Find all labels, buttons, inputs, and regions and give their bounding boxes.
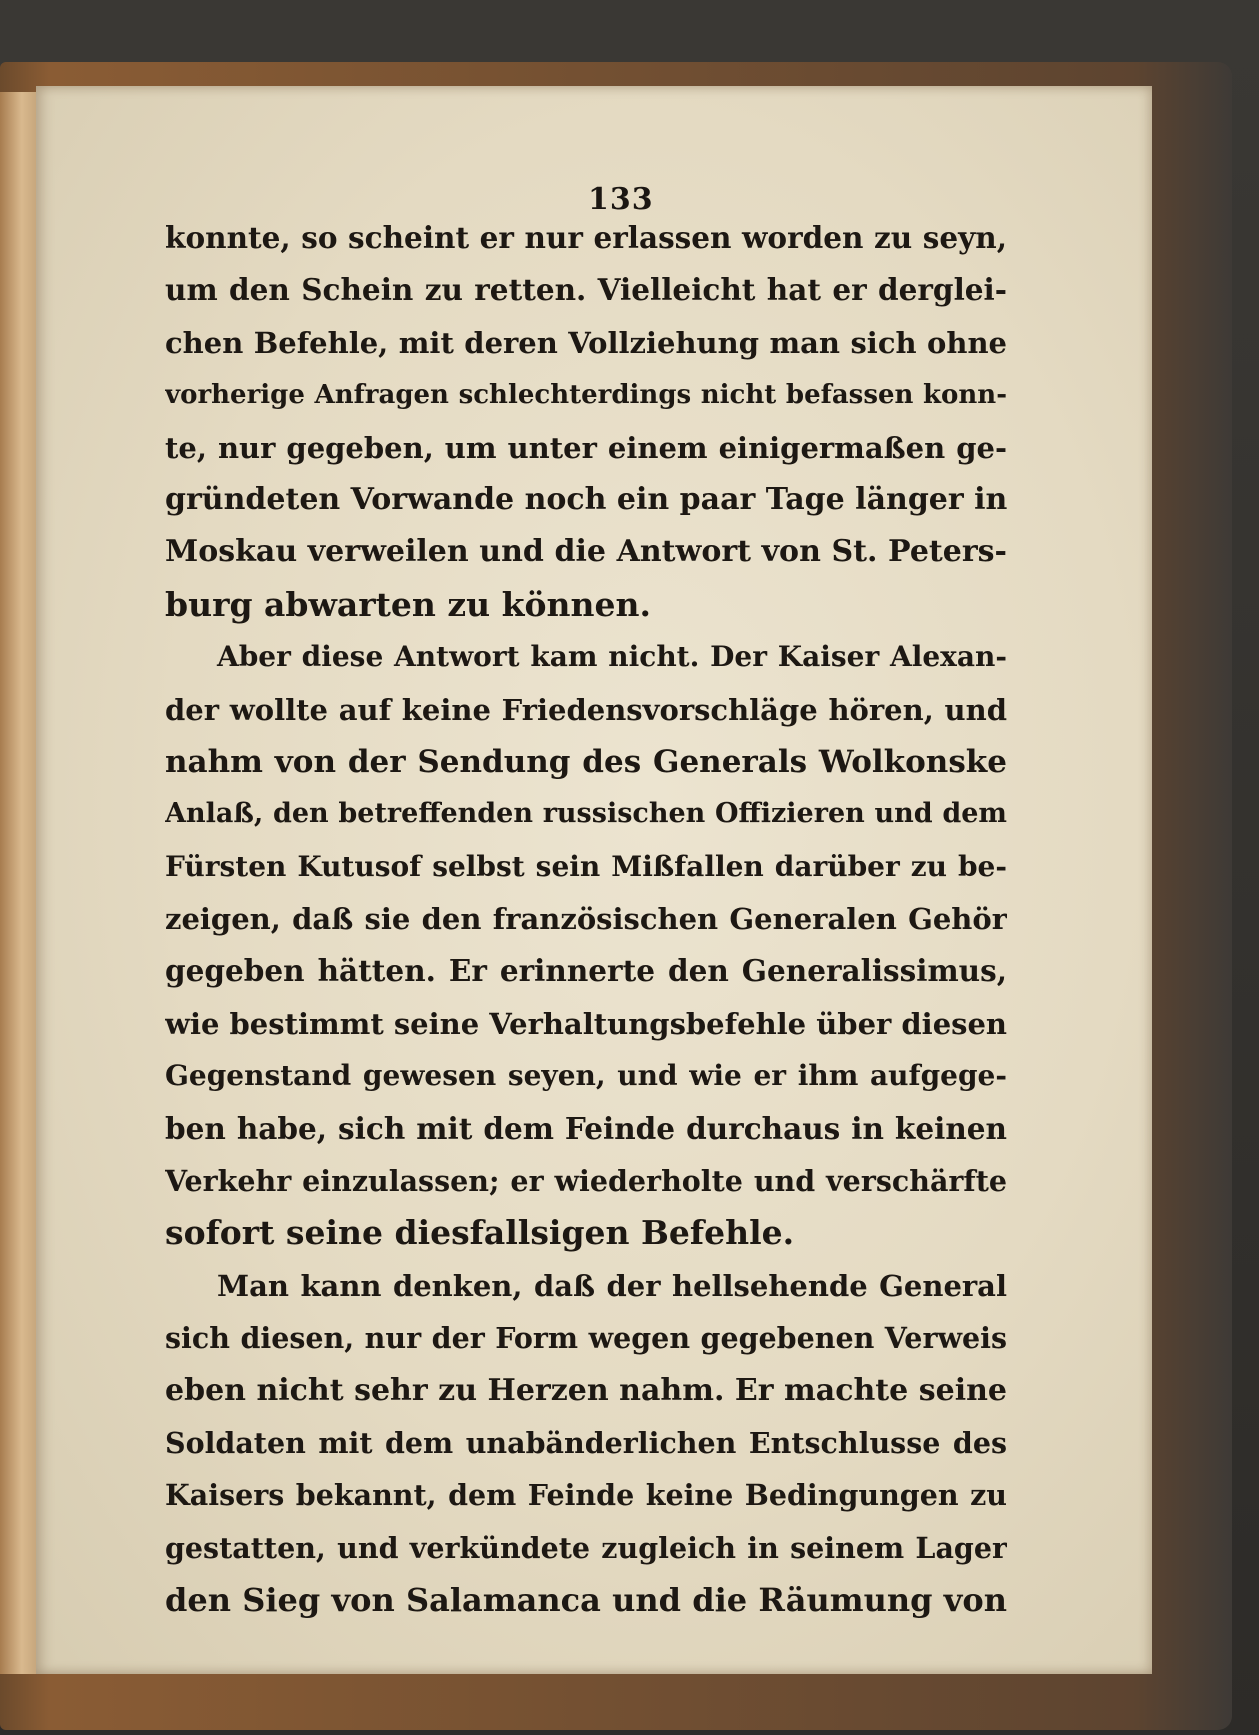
text-line: konnte, so scheint er nur erlassen worden zu seyn, (165, 220, 1007, 255)
text-line: wie bestimmt seine Verhaltungsbefehle über diesen (165, 1006, 1007, 1041)
text-line: um den Schein zu retten. Vielleicht hat er derglei- (165, 272, 1007, 308)
text-line: Kaisers bekannt, dem Feinde keine Bedingungen zu (165, 1478, 1007, 1513)
text-line: sofort seine diesfallsigen Befehle. (165, 1213, 795, 1253)
text-line: Verkehr einzulassen; er wiederholte und verschärfte (165, 1164, 1007, 1199)
body-text (165, 212, 1007, 1627)
text-line: Anlaß, den betreffenden russischen Offizieren und dem (165, 798, 1007, 830)
text-line: Moskau verweilen und die Antwort von St. Peters- (165, 534, 1007, 570)
text-line: gestatten, und verkündete zugleich in seinem Lager (165, 1530, 1007, 1565)
text-line: Fürsten Kutusof selbst sein Mißfallen darüber zu be- (165, 849, 1007, 883)
text-line: gegeben hätten. Er erinnerte den Generalissimus, (165, 953, 1007, 989)
text-line: sich diesen, nur der Form wegen gegebenen Verweis (165, 1321, 1007, 1356)
text-line: der wollte auf keine Friedensvorschläge hören, und (165, 692, 1007, 727)
text-line: gründeten Vorwande noch ein paar Tage länger in (165, 481, 1007, 517)
text-line: zeigen, daß sie den französischen Generalen Gehör (165, 902, 1007, 937)
text-line: Gegenstand gewesen seyen, und wie er ihm aufgege- (165, 1059, 1007, 1093)
text-line: Man kann denken, daß der hellsehende General (217, 1268, 1007, 1303)
text-line: burg abwarten zu können. (165, 584, 651, 624)
left-page-edge (0, 92, 38, 1674)
text-line: eben nicht sehr zu Herzen nahm. Er machte seine (165, 1372, 1007, 1408)
text-line: chen Befehle, mit deren Vollziehung man sich ohne (165, 325, 1007, 360)
text-line: ben habe, sich mit dem Feinde durchaus in keinen (165, 1110, 1007, 1146)
text-line: nahm von der Sendung des Generals Wolkonske (165, 743, 1007, 780)
text-line: Soldaten mit dem unabänderlichen Entschlusse des (165, 1425, 1007, 1460)
text-line: den Sieg von Salamanca und die Räumung von (165, 1581, 1007, 1620)
text-line: vorherige Anfragen schlechterdings nicht befassen konn- (165, 380, 1007, 411)
text-line: Aber diese Antwort kam nicht. Der Kaiser Alexan- (217, 640, 1007, 674)
text-line: te, nur gegeben, um unter einem einigermaßen ge- (165, 430, 1007, 465)
page-number: 133 (588, 182, 654, 217)
